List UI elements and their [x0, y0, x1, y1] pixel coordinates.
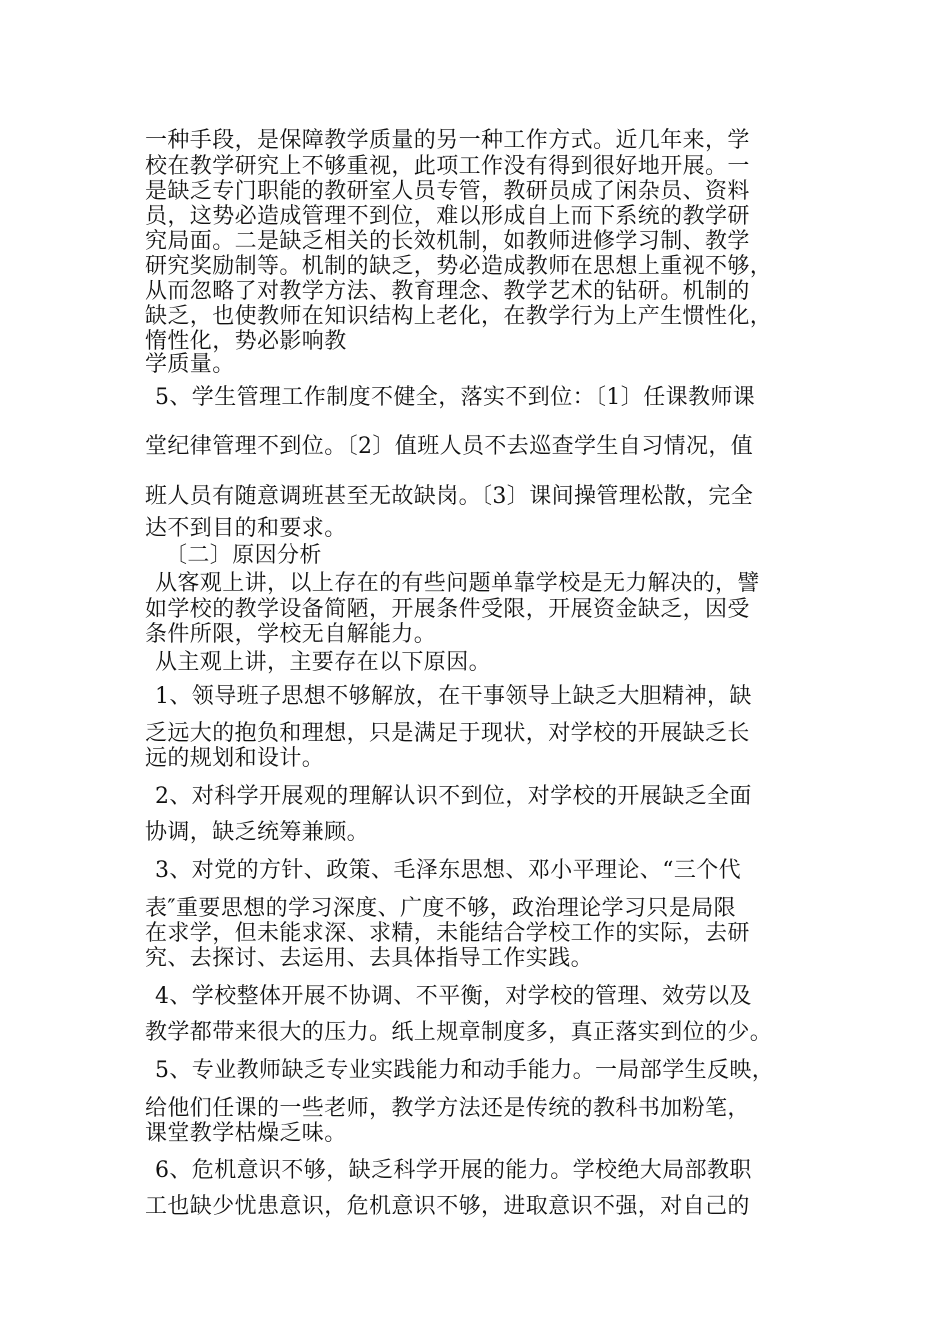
paragraph-start: 从主观上讲，主要存在以下原因。 — [155, 650, 492, 675]
text-line: 校在教学研究上不够重视，此项工作没有得到很好地开展。一 — [145, 154, 750, 179]
text-line: 在求学，但未能求深、求精，未能结合学校工作的实际，去研 — [145, 921, 750, 946]
text-line: 一种手段，是保障教学质量的另一种工作方式。近几年来，学 — [145, 128, 750, 153]
text-line: 堂纪律管理不到位。〔2〕值班人员不去巡查学生自习情况，值 — [145, 434, 754, 459]
text-line: 究局面。二是缺乏相关的长效机制，如教师进修学习制、教学 — [145, 229, 750, 254]
text-line: 是缺乏专门职能的教研室人员专管，教研员成了闲杂员、资料 — [145, 179, 750, 204]
text-line: 从而忽略了对教学方法、教育理念、教学艺术的钻研。机制的 — [145, 279, 750, 304]
paragraph-start: 4、学校整体开展不协调、不平衡，对学校的管理、效劳以及 — [155, 984, 752, 1009]
text-line: 表″重要思想的学习深度、广度不够，政治理论学习只是局限 — [145, 896, 737, 921]
paragraph-start: 5、学生管理工作制度不健全，落实不到位：〔1〕任课教师课 — [155, 385, 756, 410]
paragraph-start: 1、领导班子思想不够解放，在干事领导上缺乏大胆精神，缺 — [155, 684, 752, 709]
text-line: 乏远大的抱负和理想，只是满足于现状，对学校的开展缺乏长 — [145, 721, 750, 746]
paragraph-start: 5、专业教师缺乏专业实践能力和动手能力。一局部学生反映， — [155, 1058, 775, 1083]
text-line: 课堂教学枯燥乏味。 — [145, 1121, 347, 1146]
text-line: 研究奖励制等。机制的缺乏，势必造成教师在思想上重视不够， — [145, 254, 773, 279]
text-line: 达不到目的和要求。 — [145, 516, 347, 541]
text-line: 员，这势必造成管理不到位，难以形成自上而下系统的教学研 — [145, 204, 750, 229]
paragraph-start: 2、对科学开展观的理解认识不到位，对学校的开展缺乏全面 — [155, 784, 752, 809]
paragraph-start: 6、危机意识不够，缺乏科学开展的能力。学校绝大局部教职 — [155, 1158, 752, 1183]
text-line: 工也缺少忧患意识，危机意识不够，进取意识不强，对自己的 — [145, 1194, 750, 1219]
paragraph-start: 3、对党的方针、政策、毛泽东思想、邓小平理论、“三个代 — [155, 858, 742, 883]
paragraph-start: 从客观上讲，以上存在的有些问题单靠学校是无力解决的，譬 — [155, 571, 760, 596]
text-line: 如学校的教学设备简陋，开展条件受限，开展资金缺乏，因受 — [145, 597, 750, 622]
text-line: 究、去探讨、去运用、去具体指导工作实践。 — [145, 946, 594, 971]
text-line: 教学都带来很大的压力。纸上规章制度多，真正落实到位的少。 — [145, 1020, 773, 1045]
text-line: 条件所限，学校无自解能力。 — [145, 622, 437, 647]
text-line: 远的规划和设计。 — [145, 746, 325, 771]
text-line: 班人员有随意调班甚至无故缺岗。〔3〕课间操管理松散，完全 — [145, 484, 754, 509]
section-heading: 〔二〕原因分析 — [165, 543, 322, 568]
text-line: 缺乏，也使教师在知识结构上老化，在教学行为上产生惯性化， — [145, 304, 773, 329]
text-line: 协调，缺乏统筹兼顾。 — [145, 820, 370, 845]
text-line: 给他们任课的一些老师，教学方法还是传统的教科书加粉笔， — [145, 1096, 750, 1121]
text-line: 惰性化，势必影响教 — [145, 329, 347, 354]
text-line: 学质量。 — [145, 352, 235, 377]
